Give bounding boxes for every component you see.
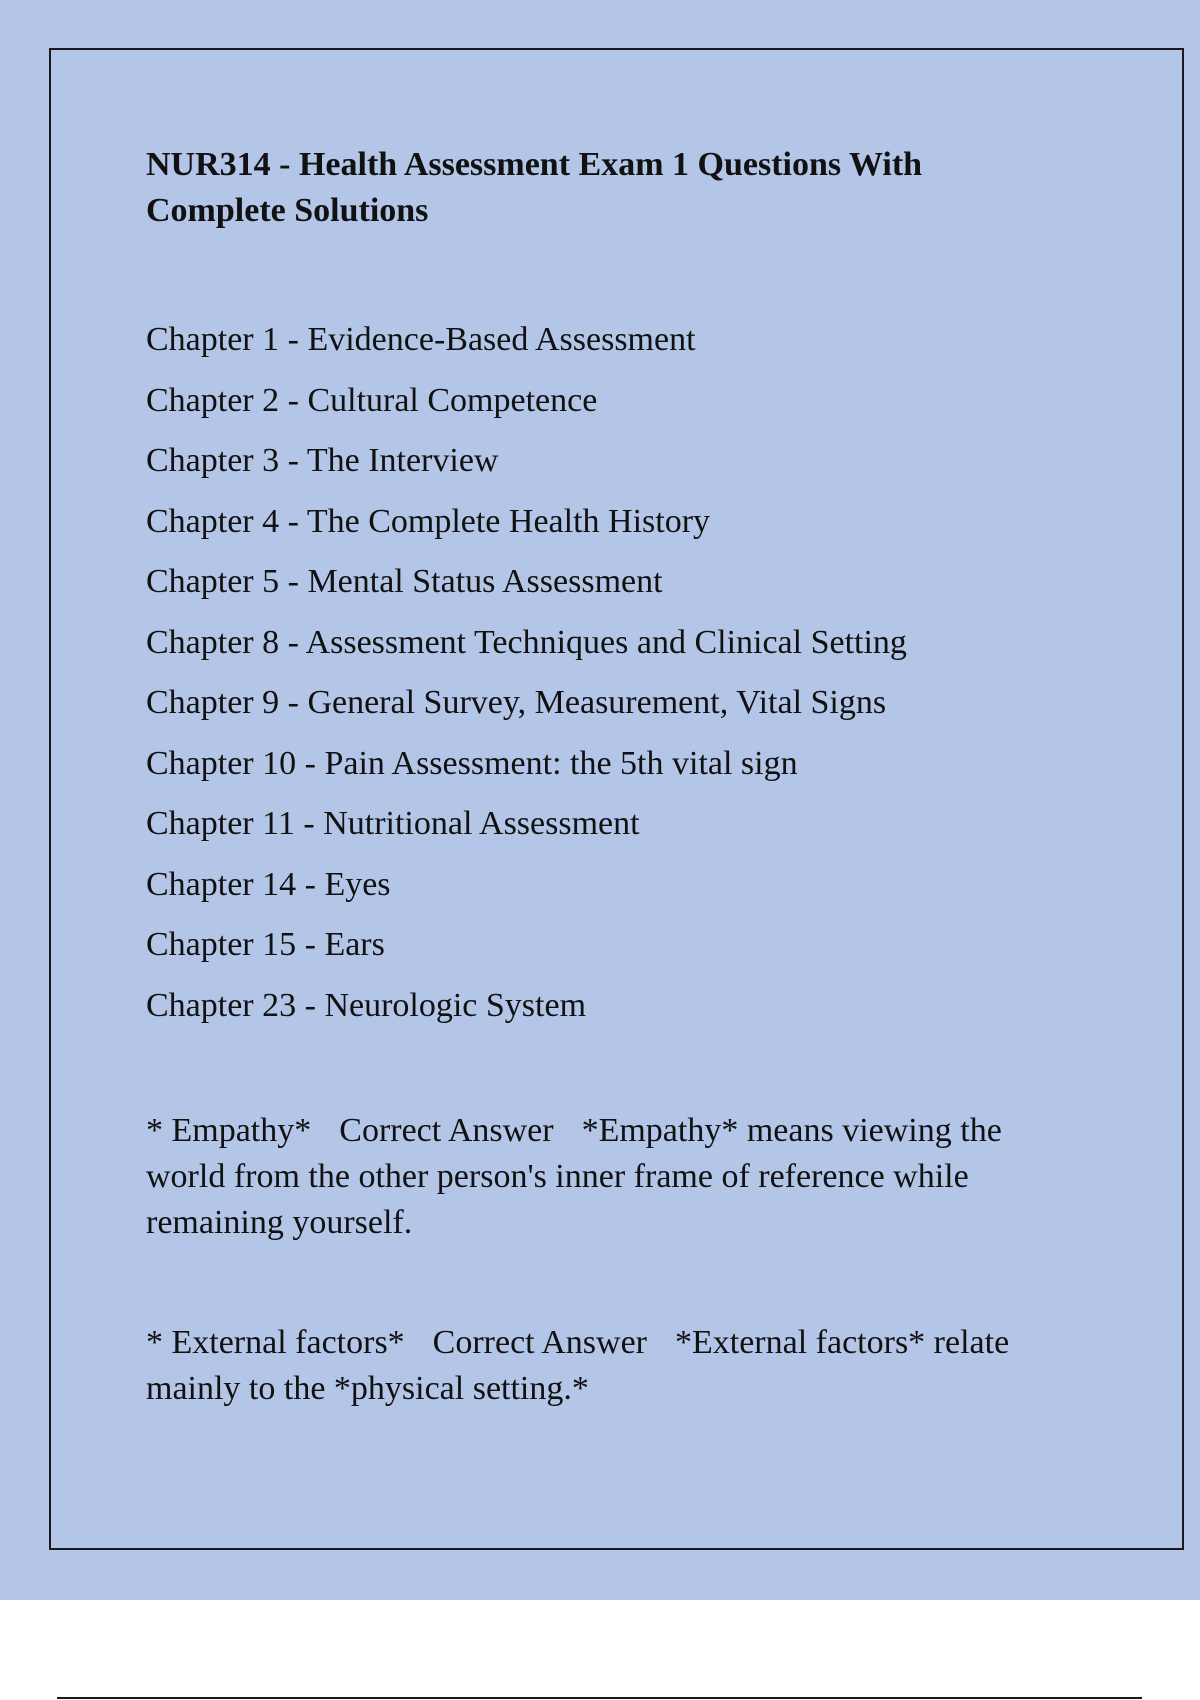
qa-question: * Empathy* xyxy=(146,1112,312,1149)
chapter-item: Chapter 5 - Mental Status Assessment xyxy=(146,563,663,600)
chapter-item: Chapter 9 - General Survey, Measurement, Vital Signs xyxy=(146,684,887,721)
qa-answer-label: Correct Answer xyxy=(432,1324,647,1361)
qa-answer: *External factors* relate mainly to the *physical setting.* xyxy=(146,1324,1010,1407)
chapter-item: Chapter 4 - The Complete Health History xyxy=(146,502,711,540)
qa-answer: *Empathy* means viewing the world from the other person's inner frame of reference while remaining yourself. xyxy=(146,1112,1002,1241)
chapter-item: Chapter 2 - Cultural Competence xyxy=(146,381,598,419)
chapter-item: Chapter 10 - Pain Assessment: the 5th vital sign xyxy=(146,744,798,782)
chapter-item: Chapter 1 - Evidence-Based Assessment xyxy=(146,321,696,358)
document-title: NUR314 - Health Assessment Exam 1 Questions With Complete Solutions xyxy=(146,146,923,229)
qa-item-empathy xyxy=(146,1108,1086,1246)
chapter-item: Chapter 23 - Neurologic System xyxy=(146,986,587,1024)
qa-question: * External factors* xyxy=(146,1324,405,1361)
chapter-item: Chapter 14 - Eyes xyxy=(146,865,391,903)
qa-answer-label: Correct Answer xyxy=(339,1112,554,1149)
chapter-list xyxy=(146,310,907,1036)
qa-item-external-factors xyxy=(146,1320,1086,1412)
chapter-item: Chapter 15 - Ears xyxy=(146,926,385,963)
chapter-item: Chapter 11 - Nutritional Assessment xyxy=(146,805,640,842)
chapter-item: Chapter 3 - The Interview xyxy=(146,442,499,479)
chapter-item: Chapter 8 - Assessment Techniques and Clinical Setting xyxy=(146,623,907,661)
footer-divider xyxy=(57,1697,1142,1699)
